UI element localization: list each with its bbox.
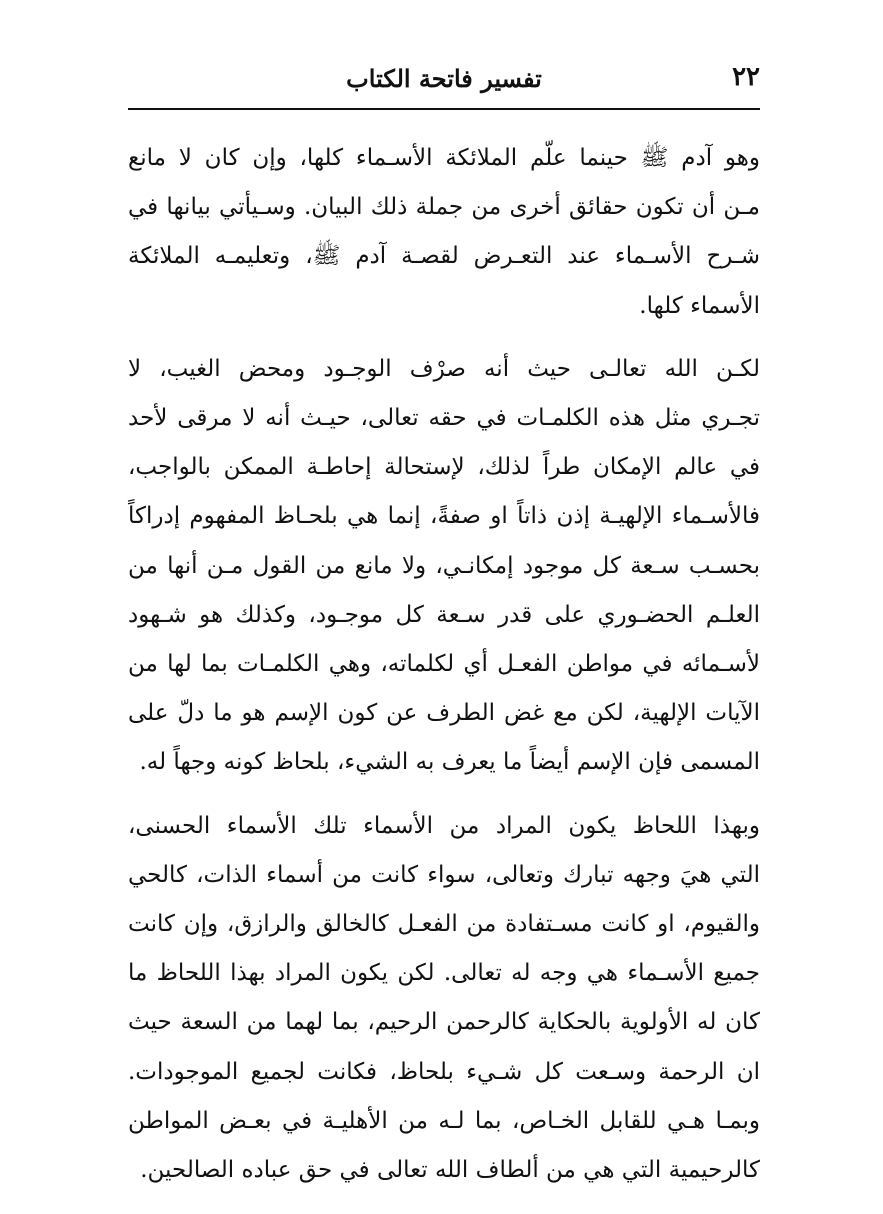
body-text bbox=[128, 134, 760, 1195]
text-line: المسمى فإن الإسم أيضاً ما يعرف به الشيء، بلحاظ كونه وجهاً له. bbox=[139, 749, 760, 776]
text-line: في عالم الإمكان طراً لذلك، لإستحالة إحاطـة الممكن بالواجب، bbox=[128, 454, 760, 481]
text-line: جميع الأسـماء هي وجه له تعالى. لكن يكون المراد بهذا اللحاظ ما bbox=[128, 960, 760, 987]
paragraph-1 bbox=[128, 134, 760, 331]
page-number: ٢٢ bbox=[732, 62, 760, 92]
text-line: والقيوم، او كانت مسـتفادة من الفعـل كالخالق والرازق، وإن كانت bbox=[128, 911, 760, 938]
text-line: لأسـمائه في مواطن الفعـل أي لكلماته، وهي الكلمـات بما لها من bbox=[128, 651, 760, 678]
text-line: التي هيَ وجهه تبارك وتعالى، سواء كانت من أسماء الذات، كالحي bbox=[128, 861, 760, 888]
text-line: الآيات الإلهية، لكن مع غض الطرف عن كون الإسم هو ما دلّ على bbox=[128, 700, 760, 727]
text-line: تجـري مثل هذه الكلمـات في حقه تعالى، حيـث أنه لا مرقى لأحد bbox=[128, 405, 760, 432]
text-line: وبمـا هـي للقابل الخـاص، بما لـه من الأهليـة في بعـض المواطن bbox=[128, 1107, 760, 1134]
running-title: تفسير فاتحة الكتاب bbox=[346, 64, 542, 93]
paragraph-2 bbox=[128, 345, 760, 788]
text-line: وهو آدم ﷺ حينما علّم الملائكة الأسـماء كلها، وإن كان لا مانع bbox=[128, 145, 760, 171]
text-line: مـن أن تكون حقائق أخرى من جملة ذلك البيان. وسـيأتي بيانها في bbox=[128, 194, 760, 221]
text-line: العلـم الحضـوري على قدر سـعة كل موجـود، وكذلك هو شـهود bbox=[128, 601, 760, 628]
page-header bbox=[128, 60, 760, 104]
text-line: شـرح الأسـماء عند التعـرض لقصـة آدم ﷺ، وتعليمـه الملائكة bbox=[128, 243, 760, 270]
paragraph-3 bbox=[128, 802, 760, 1196]
text-line: كان له الأولوية بالحكاية كالرحمن الرحيم، بما لهما من السعة حيث bbox=[128, 1009, 760, 1036]
text-line: كالرحيمية التي هي من ألطاف الله تعالى في حق عباده الصالحين. bbox=[140, 1157, 760, 1184]
text-line: فالأسـماء الإلهيـة إذن ذاتاً او صفةً، إنما هي بلحـاظ المفهوم إدراكاً bbox=[128, 503, 760, 530]
text-line: لكـن الله تعالـى حيث أنه صرْف الوجـود ومحض الغيب، لا bbox=[128, 355, 760, 382]
text-line: وبهذا اللحاظ يكون المراد من الأسماء تلك الأسماء الحسنى، bbox=[128, 812, 760, 839]
text-line: ان الرحمة وسـعت كل شـيء بلحاظ، فكانت لجميع الموجودات. bbox=[128, 1058, 760, 1085]
text-line: بحسـب سـعة كل موجود إمكانـي، ولا مانع من القول مـن أنها من bbox=[128, 552, 760, 579]
text-line: الأسماء كلها. bbox=[639, 292, 760, 319]
header-divider bbox=[128, 108, 760, 110]
